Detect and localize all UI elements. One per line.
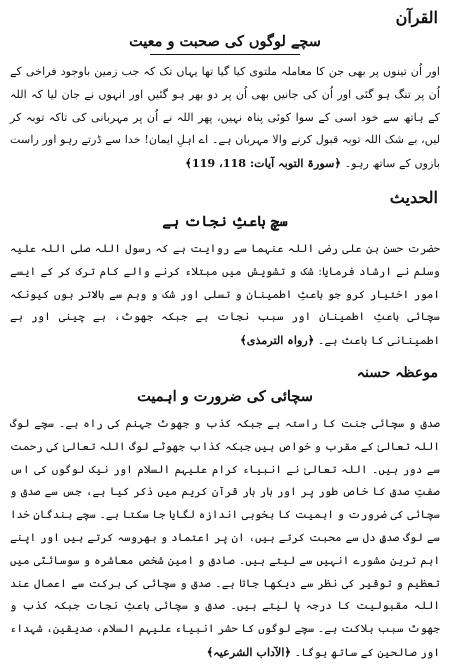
hadith-paragraph (10, 238, 440, 353)
quran-paragraph (10, 61, 440, 176)
mauiza-paragraph (10, 413, 440, 665)
hadith-body: حضرت حسن بن علی رضی اللہ عنہما سے روایت ہے کہ رسول اللہ صلی اللہ علیہ وسلم نے ارشاد فرمایا: شک و تشویش میں مبتلاء کرنے والے کام ترک کر کے ایسے امور اختیار کرو جو باعثِ اطمینان و تسلی اور شک و وہم سے بالاتر ہوں کیونکہ سچائی باعثِ اطمینان اور سبب نجات ہے جبکہ جھوٹ، بے چینی اور بے اطمینانی کا باعث ہے۔ (10, 241, 440, 348)
quran-reference: ﴿سورۃ التوبہ آیات: 118، 119﴾ (185, 156, 342, 171)
mauiza-title: سچائی کی ضرورت و اہمیت (137, 387, 313, 405)
hadith-heading: الحدیث (389, 187, 438, 207)
hadith-title: سچ باعثِ نجات ہے (162, 212, 288, 230)
quran-heading: القرآن (395, 8, 438, 27)
mauiza-reference: ﴿الآداب الشرعیہ﴾ (206, 644, 292, 659)
quran-body: اور اُن تینوں پر بھی جن کا معاملہ ملتوی کیا گیا تھا یہاں تک کہ جب زمین باوجود فراخی کے اُن پر تنگ ہو گئی اور اُن کی جانیں بھی اُن پر دو بھر ہو گئیں اور انہوں نے جان لیا کہ اللہ کے ہاتھ سے خود اسی کے سوا کوئی پناہ نہیں، پھر اللہ نے اُن پر مہربانی کی تاکہ توبہ کر لیں، بے شک اللہ توبہ قبول کرنے والا مہربان ہے۔ اے اہلِ ایمان! خدا سے ڈرتے رہو اور راست بازوں کے ساتھ رہو۔ (10, 65, 440, 171)
mauiza-body: صدق و سچائی جنت کا راستہ ہے جبکہ کذب و جھوٹ جہنم کی راہ ہے۔ سچے لوگ اللہ تعالیٰ کے مقرب و خواص ہیں جبکہ کذاب جھوٹے لوگ اللہ تعالیٰ کی رحمت سے دور ہیں۔ اللہ تعالیٰ نے انبیاء کرام علیہم السلام اور نیک لوگوں کی اس صفتِ صدق کا خاص طور پر اور بار بار قرآن کریم میں ذکر کیا ہے، جس سے صدق و سچائی کی ضرورت و اہمیت کا بخوبی اندازہ لگایا جا سکتا ہے۔ سچے بندگانِ خدا سے لوگ صدقِ دل سے محبت کرتے ہیں، ان پر اعتماد و بھروسہ کرتے ہیں اور اپنے اہم ترین مشورے انہیں سے لیتے ہیں۔ صادق و امین شخص معاشرہ و سوسائٹی میں تعظیم و توقیر کی نظر سے دیکھا جاتا ہے۔ صدق و سچائی کی برکت سے اعمال عند اللہ مقبولیت کا درجہ پا لیتے ہیں۔ صدق و سچائی باعثِ نجات جبکہ کذب و جھوٹ سبب ہلاکت ہے۔ سچے لوگوں کا حشر انبیاء علیہم السلام، صدیقین، شہداء اور صالحین کے ساتھ ہوگا۔ (10, 416, 440, 659)
title-underline (150, 54, 300, 55)
quran-title: سچے لوگوں کی صحبت و معیت (129, 33, 321, 50)
mauiza-heading: موعظہ حسنہ (356, 364, 438, 381)
hadith-reference: ﴿رواہ الترمذی﴾ (240, 333, 315, 348)
